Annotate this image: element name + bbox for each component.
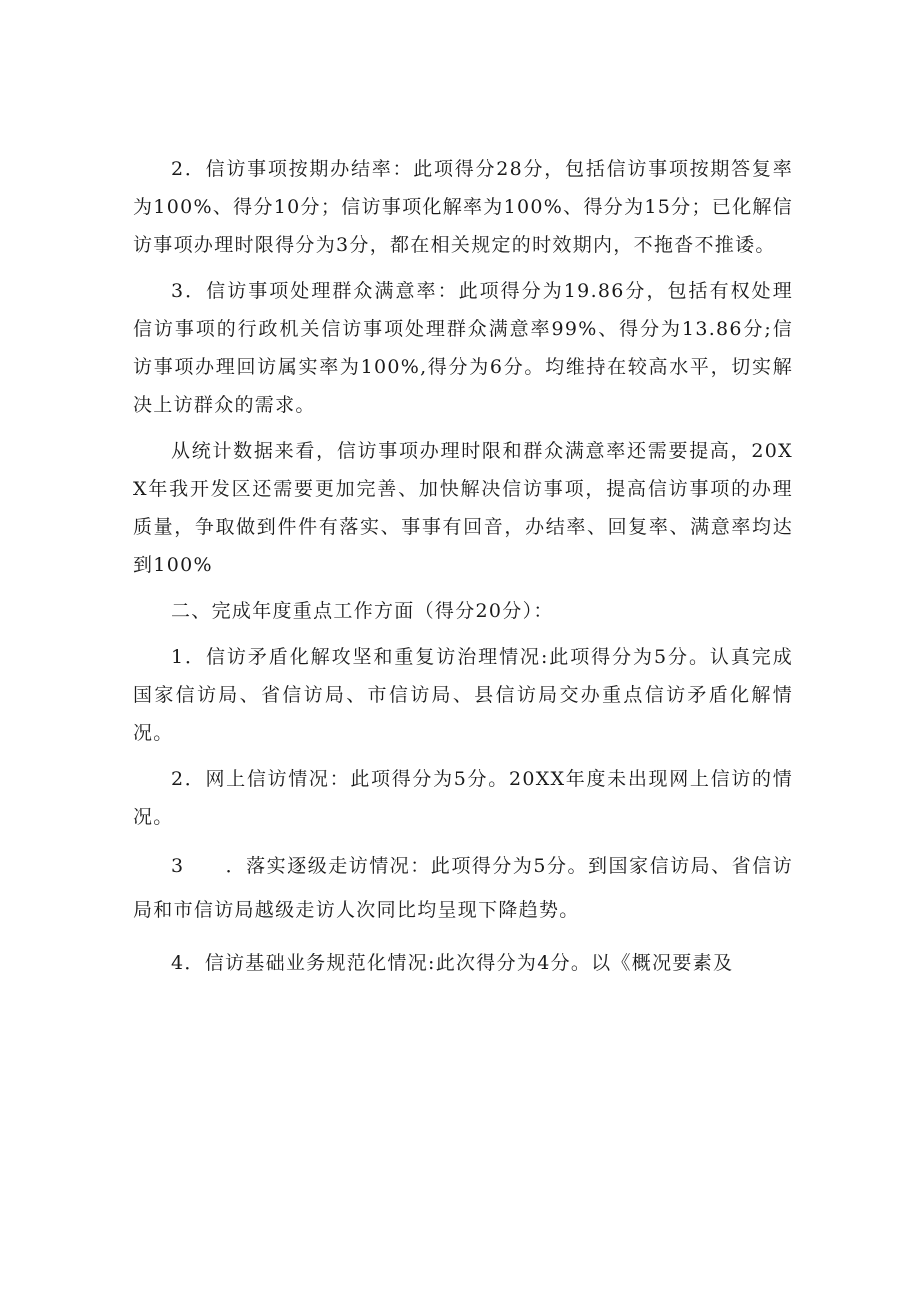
paragraph-step-by-step-visits: 3 ．落实逐级走访情况：此项得分为5分。到国家信访局、省信访局和市信访局越级走访人次同比均呈现下降趋势。 bbox=[133, 855, 793, 921]
paragraph-conflict-resolution: 1．信访矛盾化解攻坚和重复访治理情况:此项得分为5分。认真完成国家信访局、省信访局、市信访局、县信访局交办重点信访矛盾化解情况。 bbox=[133, 646, 793, 744]
paragraph-timely-completion-rate: 2．信访事项按期办结率：此项得分28分，包括信访事项按期答复率为100%、得分10分；信访事项化解率为100%、得分为15分；已化解信访事项办理时限得分为3分，都在相关规定的时效期内，不拖沓不推诿。 bbox=[133, 158, 793, 256]
section-heading-key-work: 二、完成年度重点工作方面（得分20分）： bbox=[171, 600, 554, 622]
paragraph-satisfaction-rate: 3．信访事项处理群众满意率：此项得分为19.86分，包括有权处理信访事项的行政机关信访事项处理群众满意率99%、得分为13.86分;信访事项办理回访属实率为100%,得分为6分。均维持在较高水平，切实解决上访群众的需求。 bbox=[133, 280, 793, 416]
paragraph-online-petition: 2．网上信访情况：此项得分为5分。20XX年度未出现网上信访的情况。 bbox=[133, 768, 793, 828]
document-page bbox=[133, 150, 793, 982]
paragraph-basic-business-standardization: 4．信访基础业务规范化情况:此次得分为4分。以《概况要素及 bbox=[171, 952, 734, 974]
paragraph-statistics-summary: 从统计数据来看，信访事项办理时限和群众满意率还需要提高，20XX年我开发区还需要更加完善、加快解决信访事项，提高信访事项的办理质量，争取做到件件有落实、事事有回音，办结率、回复率、满意率均达到100% bbox=[133, 440, 793, 576]
